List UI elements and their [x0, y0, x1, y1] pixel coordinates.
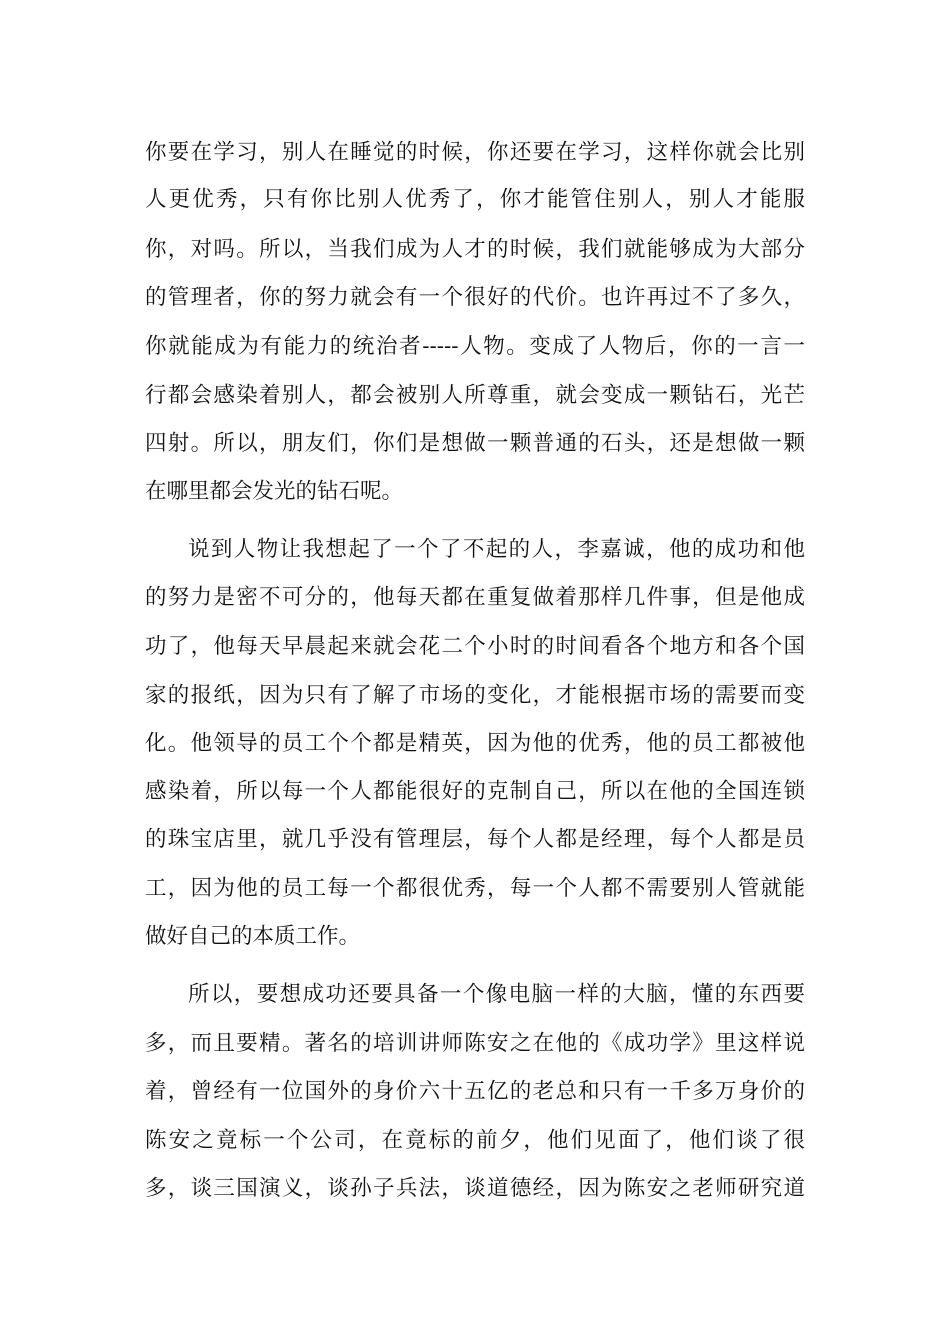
text-line: 化。他领导的员工个个都是精英，因为他的优秀，他的员工都被他 [145, 731, 805, 756]
text-line: 多，谈三国演义，谈孙子兵法，谈道德经，因为陈安之老师研究道 [145, 1176, 805, 1201]
text-line: 人更优秀，只有你比别人优秀了，你才能管住别人，别人才能服 [145, 187, 805, 212]
text-line: 在哪里都会发光的钻石呢。 [145, 479, 404, 504]
text-line: 你就能成为有能力的统治者-----人物。变成了人物后，你的一言一 [145, 334, 805, 359]
text-line: 的努力是密不可分的，他每天都在重复做着那样几件事，但是他成 [145, 585, 805, 610]
text-line: 的珠宝店里，就几乎没有管理层，每个人都是经理，每个人都是员 [145, 827, 805, 852]
text-line: 的管理者，你的努力就会有一个很好的代价。也许再过不了多久， [145, 285, 805, 310]
text-line: 陈安之竟标一个公司，在竟标的前夕，他们见面了，他们谈了很 [145, 1128, 805, 1153]
text-line: 所以，要想成功还要具备一个像电脑一样的大脑，懂的东西要 [188, 982, 805, 1007]
text-line: 功了，他每天早晨起来就会花二个小时的时间看各个地方和各个国 [145, 634, 805, 659]
text-line: 工，因为他的员工每一个都很优秀，每一个人都不需要别人管就能 [145, 876, 805, 901]
text-line: 家的报纸，因为只有了解了市场的变化，才能根据市场的需要而变 [145, 683, 805, 708]
text-line: 四射。所以，朋友们，你们是想做一颗普通的石头，还是想做一颗 [145, 431, 805, 456]
text-line: 着，曾经有一位国外的身价六十五亿的老总和只有一千多万身价的 [145, 1079, 805, 1104]
text-line: 你要在学习，别人在睡觉的时候，你还要在学习，这样你就会比别 [145, 140, 805, 165]
text-line: 做好自己的本质工作。 [145, 924, 361, 949]
text-line: 行都会感染着别人，都会被别人所尊重，就会变成一颗钻石，光芒 [145, 383, 805, 408]
text-line: 你，对吗。所以，当我们成为人才的时候，我们就能够成为大部分 [145, 237, 805, 262]
text-line: 多，而且要精。著名的培训讲师陈安之在他的《成功学》里这样说 [145, 1031, 805, 1056]
text-line: 说到人物让我想起了一个了不起的人，李嘉诚，他的成功和他 [188, 537, 805, 562]
text-line: 感染着，所以每一个人都能很好的克制自己，所以在他的全国连锁 [145, 779, 805, 804]
